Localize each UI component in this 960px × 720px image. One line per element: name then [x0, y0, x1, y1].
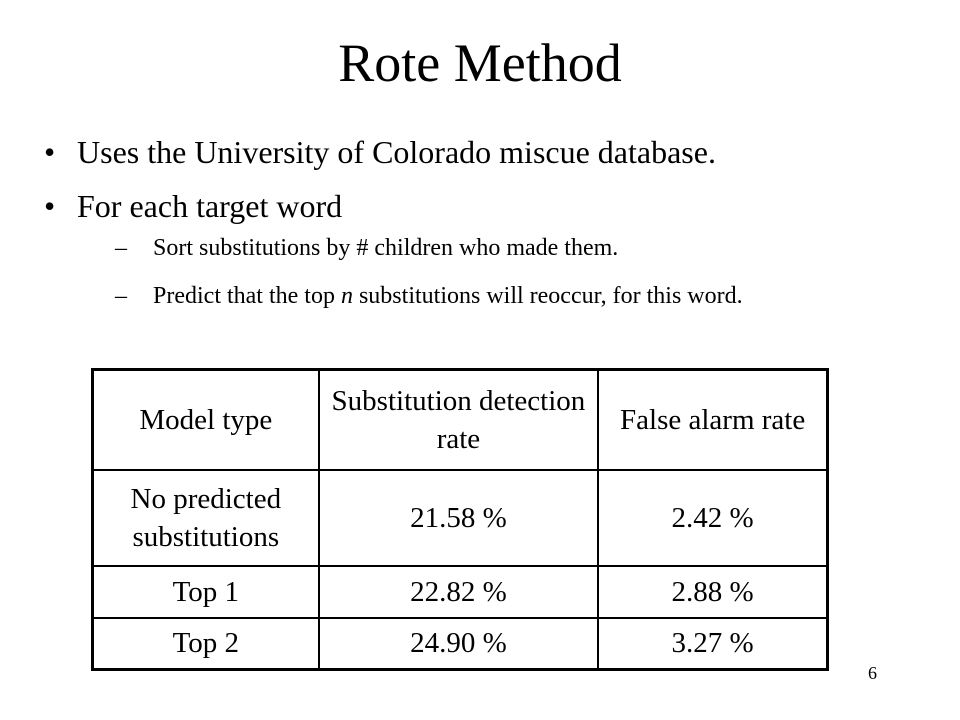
cell-detection-rate: 21.58 % — [319, 470, 599, 566]
header-detection-rate: Substitution detection rate — [319, 370, 599, 470]
sub-bullet-text-end: substitutions will reoccur, for this word. — [352, 283, 743, 309]
italic-variable: n — [340, 283, 353, 309]
sub-bullet-item — [115, 233, 924, 263]
cell-detection-rate: 22.82 % — [319, 566, 599, 618]
bullet-item — [44, 187, 924, 311]
table-row — [93, 618, 828, 670]
sub-bullet-text-start: Predict that the top — [153, 283, 341, 309]
bullet-item — [44, 133, 924, 171]
bullet-text: Uses the University of Colorado miscue database. — [77, 134, 716, 170]
cell-model-type: No predicted substitutions — [93, 470, 319, 566]
slide-title: Rote Method — [338, 33, 622, 93]
bullet-marker: • — [44, 134, 56, 170]
cell-false-alarm-rate: 2.42 % — [598, 470, 827, 566]
cell-model-type: Top 1 — [93, 566, 319, 618]
sub-bullet-list — [77, 233, 924, 311]
bullet-list — [44, 133, 924, 329]
dash-marker: – — [115, 235, 127, 261]
header-model-type: Model type — [93, 370, 319, 470]
table-row — [93, 566, 828, 618]
dash-marker: – — [115, 283, 127, 309]
table-header-row — [93, 370, 828, 470]
cell-false-alarm-rate: 3.27 % — [598, 618, 827, 670]
cell-detection-rate: 24.90 % — [319, 618, 599, 670]
sub-bullet-text: Sort substitutions by # children who made them. — [153, 235, 619, 261]
table-row — [93, 470, 828, 566]
bullet-marker: • — [44, 188, 56, 224]
page-number: 6 — [868, 663, 877, 683]
sub-bullet-item — [115, 281, 924, 311]
cell-false-alarm-rate: 2.88 % — [598, 566, 827, 618]
results-table — [91, 368, 829, 671]
header-false-alarm-rate: False alarm rate — [598, 370, 827, 470]
cell-model-type: Top 2 — [93, 618, 319, 670]
bullet-text: For each target word — [77, 188, 343, 224]
